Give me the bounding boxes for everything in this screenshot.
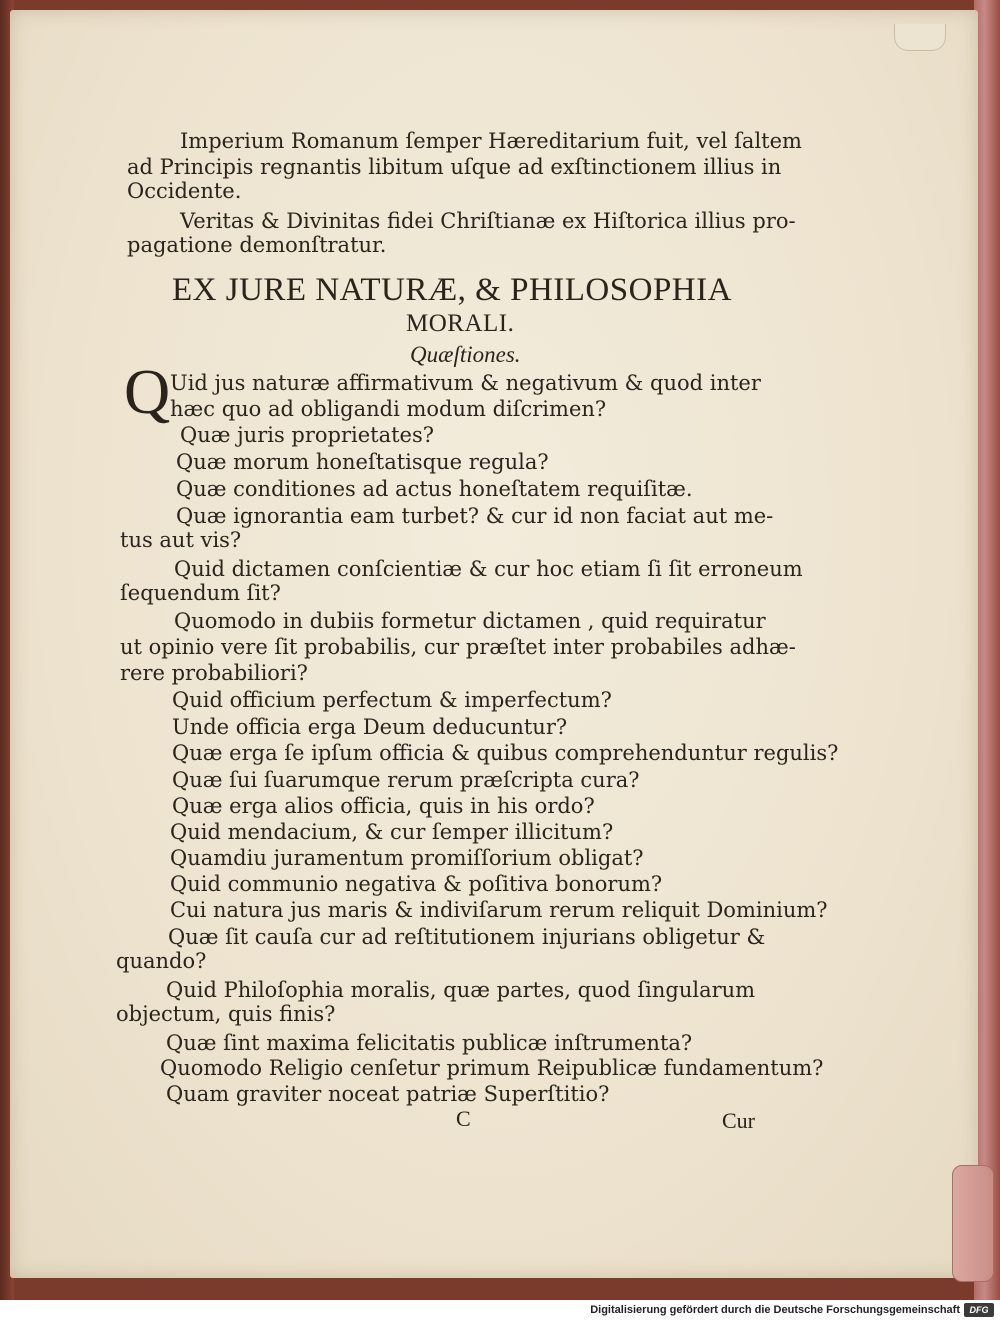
- question-line: Uid jus naturæ affirmativum & negativum & quod inter: [170, 371, 761, 395]
- catchword: Cur: [722, 1108, 755, 1133]
- section-subheading: MORALI.: [406, 310, 515, 337]
- question-line: Quid officium perfectum & imperfectum?: [172, 688, 612, 712]
- question-line: Quæ erga alios officia, quis in his ordo?: [172, 794, 595, 818]
- intro-line: Imperium Romanum ſemper Hæreditarium fuit, vel ſaltem: [180, 129, 802, 153]
- page-curl: [952, 1165, 994, 1282]
- question-line: rere probabiliori?: [120, 661, 308, 685]
- question-line: Quomodo in dubiis formetur dictamen , quid requiratur: [174, 609, 766, 633]
- question-line: Quam graviter noceat patriæ Superſtitio?: [166, 1082, 610, 1106]
- page-text: [10, 10, 978, 1278]
- dfg-logo: DFG: [964, 1303, 994, 1317]
- intro-line: ad Principis regnantis libitum uſque ad exſtinctionem illius in: [127, 155, 782, 179]
- question-line: Quæ ignorantia eam turbet? & cur id non faciat aut me-: [176, 504, 774, 528]
- signature-mark: C: [456, 1106, 471, 1131]
- question-line: Quæ ſint maxima felicitatis publicæ inſtrumenta?: [166, 1031, 693, 1055]
- intro-line: pagatione demonſtratur.: [127, 233, 387, 257]
- question-line: Unde officia erga Deum deducuntur?: [172, 715, 568, 739]
- drop-cap: Q: [124, 356, 171, 427]
- question-line: ſequendum ſit?: [120, 581, 281, 605]
- question-line: Quid dictamen conſcientiæ & cur hoc etiam ſi ſit erroneum: [174, 557, 803, 581]
- question-line: Quæ ſit cauſa cur ad reſtitutionem injurians obligetur &: [168, 925, 766, 949]
- book-page: [10, 10, 978, 1278]
- question-line: tus aut vis?: [120, 528, 242, 552]
- question-line: Quomodo Religio cenſetur primum Reipublicæ fundamentum?: [160, 1056, 824, 1080]
- question-line: ut opinio vere ſit probabilis, cur præſtet inter probabiles adhæ-: [120, 635, 796, 659]
- question-line: Quæ ſui ſuarumque rerum præſcripta cura?: [172, 768, 640, 792]
- digitization-credit: Digitalisierung gefördert durch die Deutsche Forschungsgemeinschaft: [590, 1304, 960, 1316]
- question-line: Quæ juris proprietates?: [180, 423, 435, 447]
- question-line: Quid Philoſophia moralis, quæ partes, quod ſingularum: [166, 978, 756, 1002]
- question-line: Quamdiu juramentum promiſſorium obligat?: [170, 846, 644, 870]
- intro-line: Veritas & Divinitas fidei Chriſtianæ ex Hiſtorica illius pro-: [180, 209, 796, 233]
- question-line: objectum, quis finis?: [116, 1002, 336, 1026]
- question-line: quando?: [116, 949, 207, 973]
- section-heading: EX JURE NATURÆ, & PHILOSOPHIA: [172, 272, 732, 308]
- question-line: Quid communio negativa & poſitiva bonorum?: [170, 872, 663, 896]
- question-line: Cui natura jus maris & indiviſarum rerum reliquit Dominium?: [170, 898, 828, 922]
- question-line: Quæ morum honeſtatisque regula?: [176, 450, 549, 474]
- footer-bar: [0, 1300, 1000, 1321]
- intro-line: Occidente.: [127, 179, 242, 203]
- question-line: Quæ erga ſe ipſum officia & quibus comprehenduntur regulis?: [172, 741, 839, 765]
- questions-label: Quæſtiones.: [410, 342, 521, 367]
- question-line: hæc quo ad obligandi modum diſcrimen?: [170, 397, 607, 421]
- question-line: Quæ conditiones ad actus honeſtatem requiſitæ.: [176, 477, 693, 501]
- question-line: Quid mendacium, & cur ſemper illicitum?: [170, 820, 614, 844]
